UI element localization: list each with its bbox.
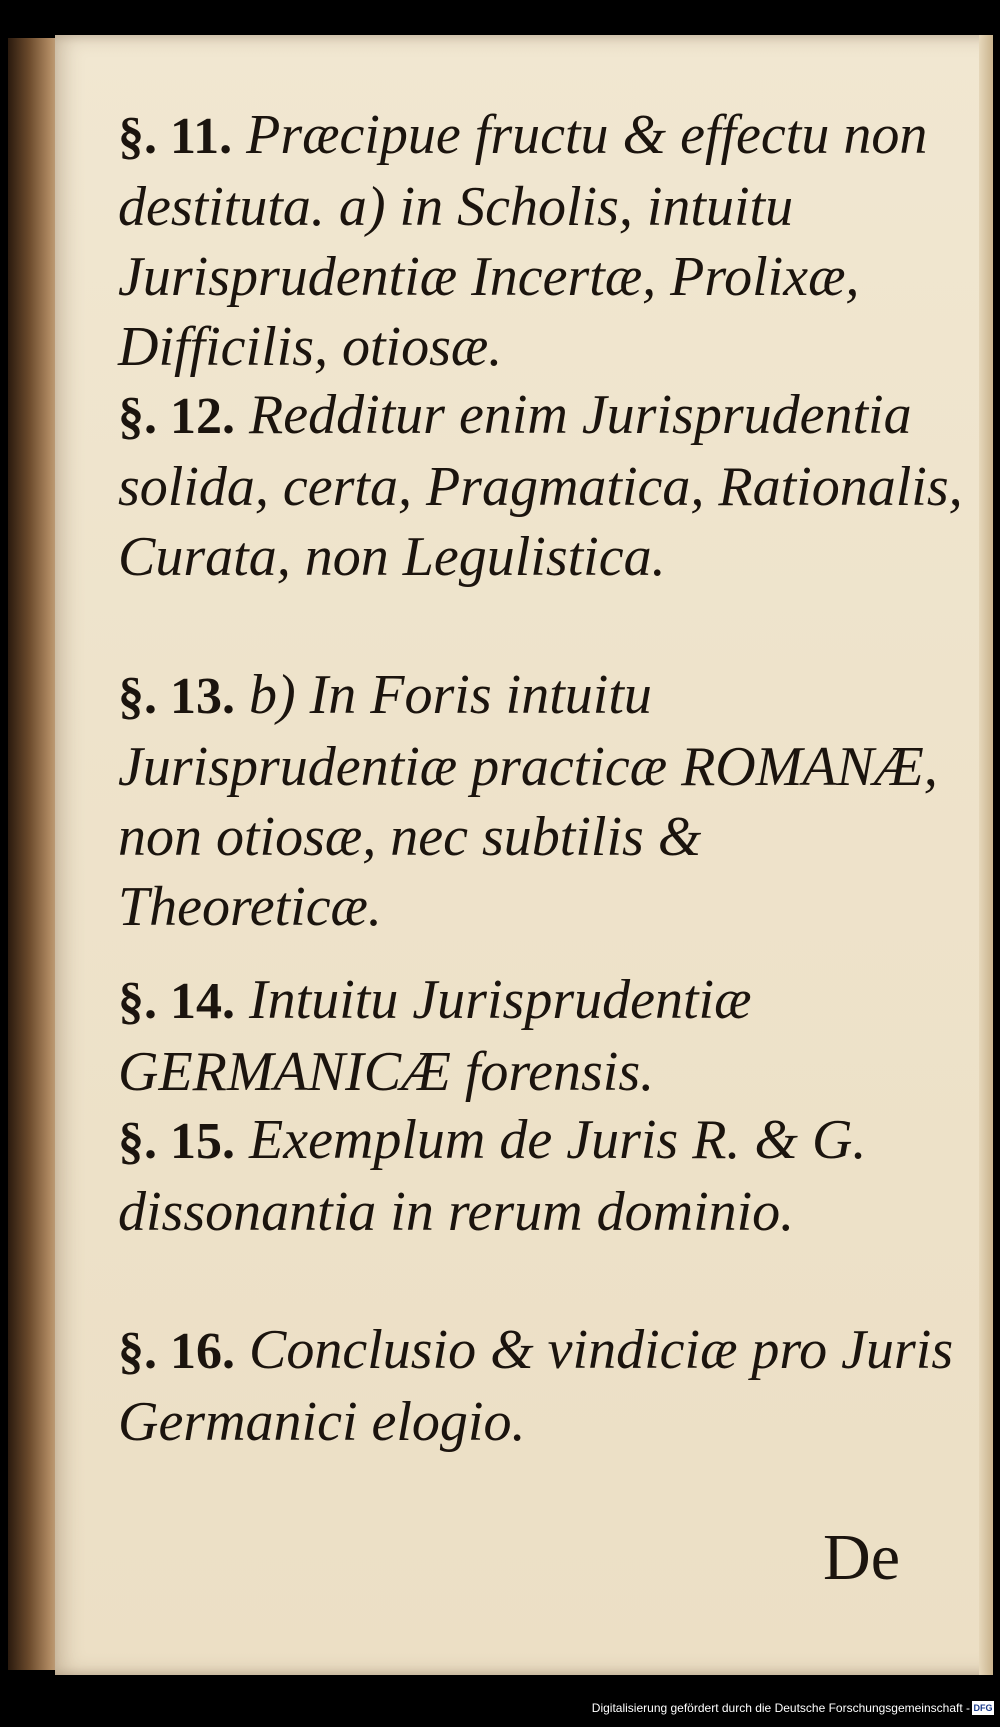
entry-text: Exemplum de Juris R. & G. dissonantia in rerum dominio. — [118, 1109, 867, 1243]
paragraph-number: §. 11. — [118, 108, 233, 165]
entry-text: Conclusio & vindiciæ pro Juris Germanici elogio. — [118, 1319, 954, 1453]
dfg-logo: DFG — [973, 1703, 993, 1713]
paragraph-number: §. 15. — [118, 1113, 235, 1170]
toc-entry-14 — [118, 965, 968, 1107]
entry-text: Redditur enim Jurisprudentia solida, certa, Pragmatica, Rationalis, Curata, non Legulistica. — [118, 384, 963, 588]
toc-entry-11 — [118, 100, 968, 382]
toc-entry-16 — [118, 1315, 968, 1457]
toc-entry-15 — [118, 1105, 968, 1247]
paragraph-number: §. 13. — [118, 668, 235, 725]
paragraph-number: §. 14. — [118, 973, 235, 1030]
entry-text: b) In Foris intuitu Jurisprudentiæ practicæ ROMANÆ, non otiosæ, nec subtilis & Theoreticæ. — [118, 664, 938, 938]
entry-text: Intuitu Jurisprudentiæ GERMANICÆ forensis. — [118, 969, 752, 1103]
footer-credit: Digitalisierung gefördert durch die Deutsche Forschungsgemeinschaft - — [591, 1701, 970, 1715]
entry-text: Præcipue fructu & effectu non destituta. a) in Scholis, intuitu Jurisprudentiæ Incertæ, Prolixæ, Difficilis, otiosæ. — [118, 104, 928, 378]
toc-entry-12 — [118, 380, 968, 592]
catchword: De — [823, 1521, 900, 1594]
toc-entry-13 — [118, 660, 968, 942]
page-edge — [979, 35, 993, 1675]
paragraph-number: §. 12. — [118, 388, 235, 445]
digitization-footer — [0, 1693, 1000, 1727]
paragraph-number: §. 16. — [118, 1323, 235, 1380]
